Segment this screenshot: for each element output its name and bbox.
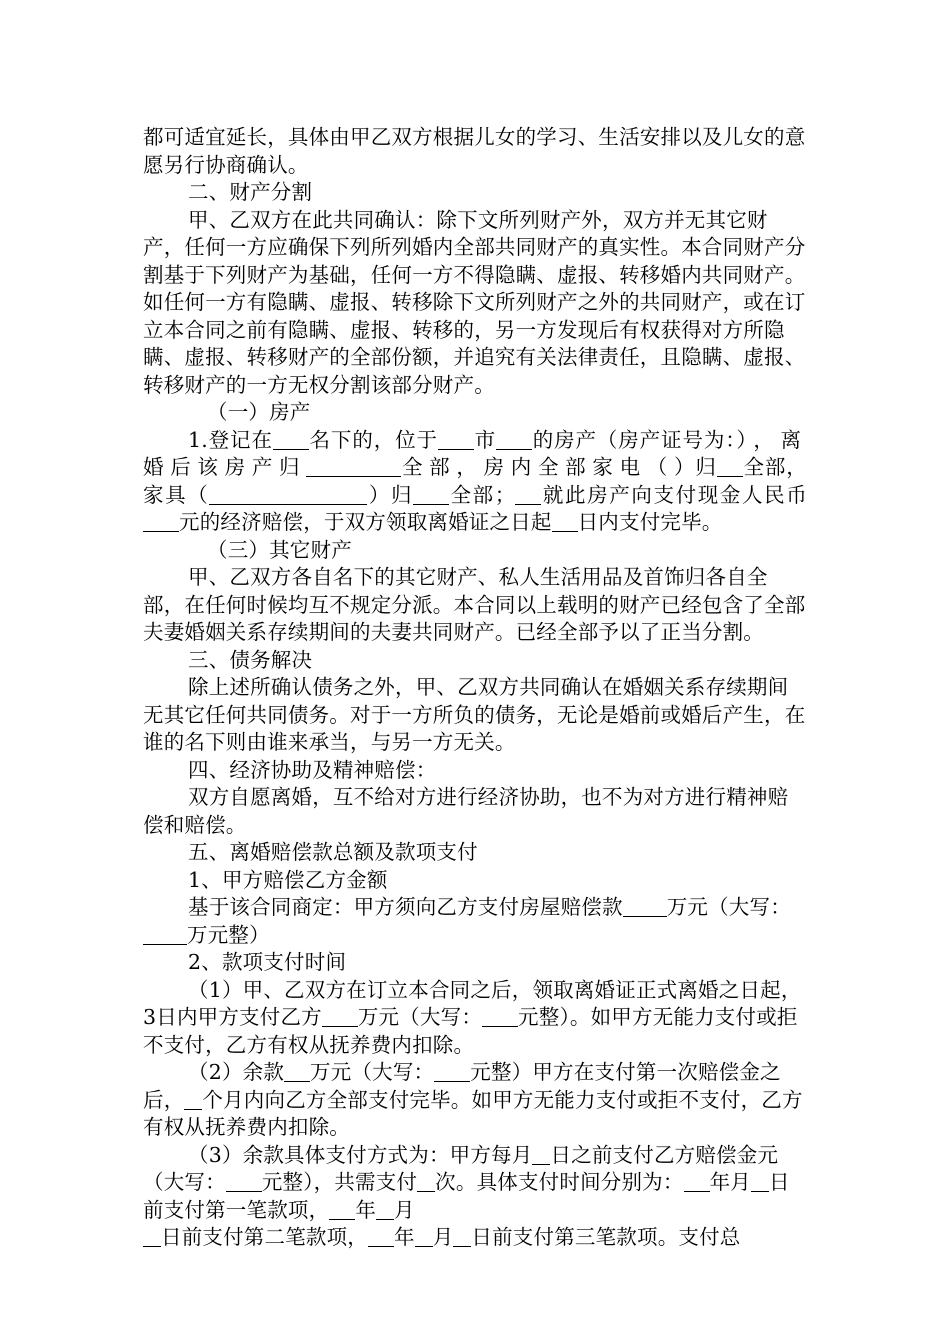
paragraph-payment-4: [143, 1224, 807, 1252]
paragraph-other-property: 甲、乙双方各自名下的其它财产、私人生活用品及首饰归各自全部，在任何时候均互不规定分派。本合同以上载明的财产已经包含了全部夫妻婚姻关系存续期间的夫妻共同财产。已经全部予以了正当分割。: [143, 565, 806, 644]
heading-financial-assistance: 四、经济协助及精神赔偿：: [188, 757, 437, 782]
payment-text: 个月内向乙方全部支付完毕。如甲方无能力支付或拒不支付，乙方有权从抚养费内扣除。: [143, 1087, 803, 1139]
payment-text: （3）余款具体支付方式为：甲方每月: [188, 1142, 533, 1167]
fill-blank: [438, 429, 474, 450]
heading-payment-time: 2、款项支付时间: [188, 950, 347, 974]
real-estate-text: 全部，房内全部家电（: [401, 455, 674, 479]
fill-blank: [306, 456, 401, 477]
real-estate-text: 的房产（房产证号为：: [532, 427, 737, 452]
real-estate-text: 日内支付完毕。: [577, 510, 723, 534]
fill-blank: [482, 1006, 518, 1027]
real-estate-text: ）归: [367, 482, 414, 507]
real-estate-text: ）归: [673, 455, 717, 479]
fill-blank: [184, 1089, 202, 1110]
fill-blank: [413, 484, 449, 505]
fill-blank: [273, 429, 309, 450]
real-estate-text: 支付现金人民币: [653, 482, 807, 507]
real-estate-text: 市: [473, 427, 496, 452]
payment-text: 日前支付第一笔款项，: [143, 1170, 790, 1222]
heading-real-estate: （一）房产: [207, 400, 311, 424]
payment-text: 元整）甲方在支付第一次赔偿金之后，: [143, 1060, 781, 1112]
fill-blank: [322, 1006, 358, 1027]
payment-text: 年月: [709, 1170, 751, 1194]
paragraph-debt-settlement: 除上述所确认债务之外，甲、乙双方共同确认在婚姻关系存续期间无其它任何共同债务。对于一方所负的债务，无论是婚前或婚后产生，在谁的名下则由谁来承当，与另一方无关。: [143, 675, 806, 754]
fill-blank: [143, 924, 187, 945]
payment-text: （1）甲、乙双方在订立本合同之后，领取离婚证正式离婚之日起，3日内甲方支付乙方: [143, 977, 802, 1029]
fill-blank: [717, 456, 743, 477]
fill-blank: [684, 1171, 710, 1192]
document-body: [143, 124, 807, 1252]
fill-blank: [417, 1171, 435, 1192]
compensation-text: 万元整）: [187, 922, 270, 947]
real-estate-text: 就此房产向: [541, 482, 654, 507]
real-estate-text: 全部，家具（: [143, 455, 808, 507]
fill-blank: [532, 1144, 550, 1165]
paragraph-custody-extension: 都可适宜延长，具体由甲乙双方根据儿女的学习、生活安排以及儿女的意愿另行协商确认。: [143, 125, 806, 177]
heading-compensation-amount: 1、甲方赔偿乙方金额: [188, 867, 388, 892]
fill-blank: [415, 1226, 433, 1247]
fill-blank: [552, 511, 578, 532]
heading-debt-settlement: 三、债务解决: [188, 647, 313, 672]
real-estate-text: 1.登记在: [188, 427, 273, 452]
payment-text: 日前支付第二笔款项，: [161, 1225, 368, 1249]
paragraph-property-confirmation: 甲、乙双方在此共同确认：除下文所列财产外，双方并无其它财产，任何一方应确保下列所列婚内全部共同财产的真实性。本合同财产分割基于下列财产为基础，任何一方不得隐瞒、虚报、转移婚内共同财产。如任何一方有隐瞒、虚报、转移除下文所列财产之外的共同财产，或在订立本合同之前有隐瞒、虚报、转移的，另一方发现后有权获得对方所隐瞒、虚报、转移财产的全部份额，并追究有关法律责任，且隐瞒、虚报、转移财产的一方无权分割该部分财产。: [143, 207, 806, 397]
payment-text: 元整）。如甲方无能力支付或拒不支付，乙方有权从抚养费内扣除。: [143, 1005, 798, 1057]
paragraph-payment-1: [143, 977, 807, 1060]
fill-blank: [496, 429, 532, 450]
heading-property-division: 二、财产分割: [188, 180, 313, 204]
heading-compensation-total: 五、离婚赔偿款总额及款项支付: [188, 840, 478, 864]
real-estate-text: ），离婚后该房产归: [143, 427, 808, 479]
heading-other-property: （三）其它财产: [207, 537, 352, 562]
payment-text: （2）余款: [188, 1060, 285, 1084]
paragraph-real-estate: [143, 427, 807, 537]
real-estate-text: 名下的，位于: [308, 427, 438, 452]
real-estate-text: 全部；: [449, 482, 516, 507]
fill-blank: [143, 511, 179, 532]
fill-blank: [209, 484, 367, 505]
fill-blank: [368, 1226, 394, 1247]
payment-text: 月: [394, 1197, 415, 1222]
fill-blank: [284, 1061, 310, 1082]
payment-text: 元整），共需支付: [261, 1170, 418, 1194]
payment-text: 万元（大写：: [357, 1005, 483, 1029]
paragraph-compensation-amount: [143, 894, 807, 949]
fill-blank: [515, 484, 541, 505]
payment-text: 年: [355, 1197, 377, 1222]
paragraph-financial-assistance: 双方自愿离婚，互不给对方进行经济协助，也不为对方进行精神赔偿和赔偿。: [143, 785, 789, 837]
real-estate-text: 元的经济赔偿，于双方领取离婚证之日起: [179, 510, 552, 534]
fill-blank: [453, 1226, 471, 1247]
payment-text: 年: [394, 1225, 415, 1249]
fill-blank: [226, 1171, 262, 1192]
fill-blank: [751, 1171, 769, 1192]
paragraph-payment-2: [143, 1059, 807, 1142]
payment-text: 日前支付第三笔款项。支付总: [471, 1225, 741, 1249]
payment-text: 月: [432, 1225, 454, 1249]
paragraph-payment-3: [143, 1142, 807, 1225]
payment-text: 次。具体支付时间分别为：: [435, 1170, 684, 1194]
compensation-text: 基于该合同商定：甲方须向乙方支付房屋赔偿款: [188, 895, 623, 919]
fill-blank: [143, 1226, 161, 1247]
compensation-text: 万元（大写：: [666, 895, 791, 919]
payment-text: 日之前支付乙方赔偿金元（大写：: [143, 1142, 779, 1194]
fill-blank: [329, 1199, 355, 1220]
fill-blank: [434, 1061, 470, 1082]
payment-text: 万元（大写：: [310, 1060, 435, 1084]
fill-blank: [376, 1199, 394, 1220]
fill-blank: [623, 896, 667, 917]
